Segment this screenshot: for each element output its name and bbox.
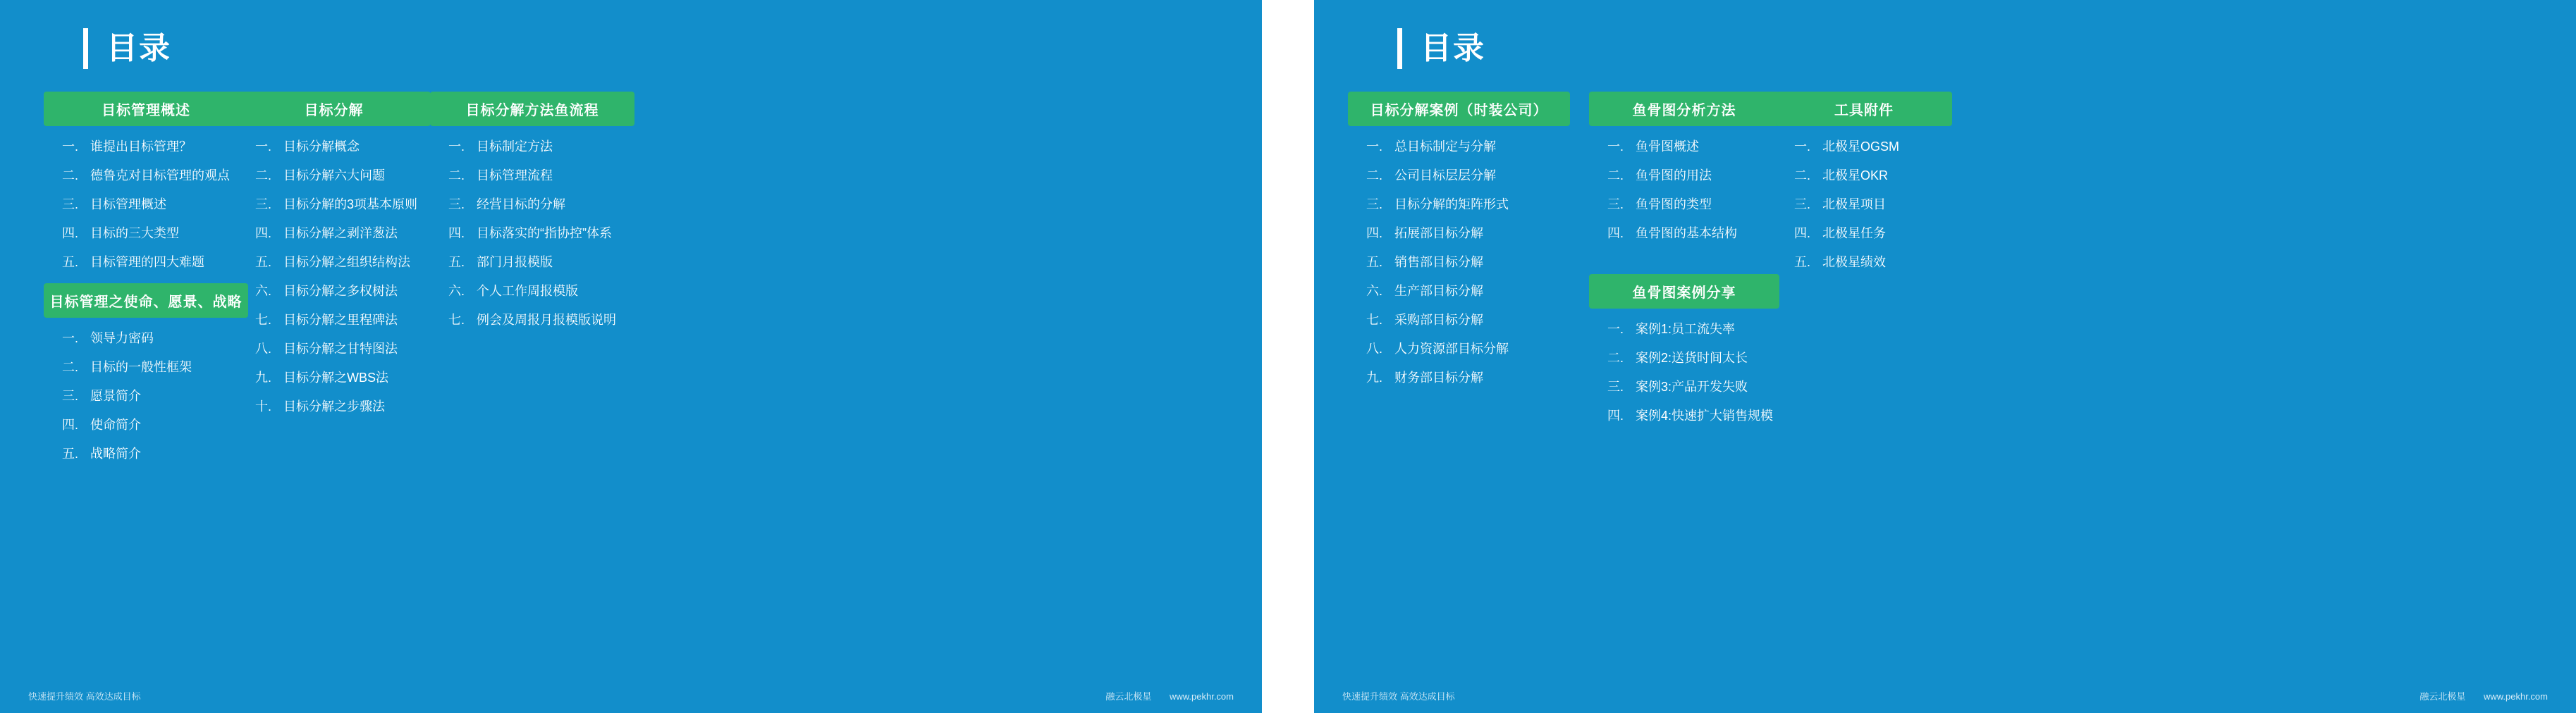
- item-label: 鱼骨图的类型: [1636, 197, 1712, 211]
- group-list: [44, 126, 248, 271]
- item-number: 四.: [62, 226, 79, 240]
- group-mission-vision-strategy: [44, 283, 248, 462]
- item-label: 目标分解的矩阵形式: [1394, 197, 1509, 211]
- group-list: [237, 126, 431, 415]
- item-label: 目标分解概念: [283, 140, 360, 154]
- item-number: 二.: [1794, 168, 1811, 182]
- list-item[interactable]: [1348, 312, 1570, 328]
- item-number: 六.: [448, 284, 465, 298]
- footer-url: www.pekhr.com: [2483, 691, 2548, 702]
- list-item[interactable]: [44, 197, 248, 213]
- item-number: 三.: [62, 389, 79, 403]
- item-label: 目标落实的“指协控”体系: [477, 226, 612, 240]
- list-item[interactable]: [44, 388, 248, 404]
- item-number: 三.: [62, 197, 79, 211]
- title-accent-bar: [83, 28, 88, 69]
- item-number: 八.: [1366, 342, 1383, 356]
- item-number: 五.: [62, 255, 79, 269]
- list-item[interactable]: [44, 254, 248, 271]
- list-item[interactable]: [237, 312, 431, 328]
- list-item[interactable]: [1589, 168, 1779, 184]
- item-number: 三.: [255, 197, 272, 211]
- item-label: 北极星任务: [1822, 226, 1886, 240]
- list-item[interactable]: [44, 417, 248, 433]
- group-decomposition-fish-process: [430, 92, 634, 328]
- item-label: 使命简介: [90, 418, 141, 432]
- content-columns: [0, 92, 1262, 648]
- list-item[interactable]: [1348, 225, 1570, 242]
- list-item[interactable]: [44, 330, 248, 347]
- list-item[interactable]: [430, 312, 634, 328]
- list-item[interactable]: [1348, 168, 1570, 184]
- item-label: 销售部目标分解: [1394, 255, 1483, 269]
- column-1: [44, 92, 248, 475]
- item-label: 目标的一般性框架: [90, 360, 192, 374]
- list-item[interactable]: [430, 139, 634, 155]
- item-label: 愿景简介: [90, 389, 141, 403]
- group-list: [430, 126, 634, 328]
- item-number: 五.: [1366, 255, 1383, 269]
- item-number: 十.: [255, 399, 272, 414]
- item-number: 一.: [1794, 140, 1811, 154]
- list-item[interactable]: [1776, 254, 1952, 271]
- item-label: 采购部目标分解: [1394, 313, 1483, 327]
- item-number: 五.: [62, 447, 79, 461]
- item-number: 六.: [1366, 284, 1383, 298]
- item-label: 鱼骨图概述: [1636, 140, 1699, 154]
- item-number: 二.: [62, 168, 79, 182]
- item-number: 四.: [255, 226, 272, 240]
- item-label: 德鲁克对目标管理的观点: [90, 168, 230, 182]
- list-item[interactable]: [44, 168, 248, 184]
- list-item[interactable]: [237, 254, 431, 271]
- item-number: 一.: [255, 140, 272, 154]
- list-item[interactable]: [237, 370, 431, 386]
- item-label: 人力资源部目标分解: [1394, 342, 1509, 356]
- item-label: 鱼骨图的基本结构: [1636, 226, 1737, 240]
- item-label: 例会及周报月报模版说明: [477, 313, 616, 327]
- item-label: 案例1:员工流失率: [1636, 322, 1736, 336]
- group-list: [44, 318, 248, 462]
- item-number: 八.: [255, 342, 272, 356]
- list-item[interactable]: [1776, 197, 1952, 213]
- group-header: 工具附件: [1776, 92, 1952, 126]
- footer-url: www.pekhr.com: [1169, 691, 1234, 702]
- column-1: [1348, 92, 1570, 399]
- list-item[interactable]: [44, 359, 248, 376]
- list-item[interactable]: [237, 168, 431, 184]
- list-item[interactable]: [430, 225, 634, 242]
- item-label: 案例2:送货时间太长: [1636, 351, 1748, 365]
- item-label: 北极星项目: [1822, 197, 1886, 211]
- list-item[interactable]: [1589, 350, 1779, 366]
- group-goal-management-overview: [44, 92, 248, 271]
- item-label: 目标分解之多权树法: [283, 284, 398, 298]
- item-label: 谁提出目标管理？: [90, 140, 192, 154]
- item-number: 三.: [1366, 197, 1383, 211]
- item-number: 五.: [1794, 255, 1811, 269]
- item-number: 二.: [62, 360, 79, 374]
- item-label: 案例3:产品开发失败: [1636, 380, 1748, 394]
- item-label: 北极星OGSM: [1822, 140, 1900, 154]
- list-item[interactable]: [1348, 254, 1570, 271]
- slide-right: [1314, 0, 2576, 713]
- list-item[interactable]: [430, 283, 634, 299]
- list-item[interactable]: [1589, 197, 1779, 213]
- item-label: 财务部目标分解: [1394, 371, 1483, 385]
- group-list: [1589, 309, 1779, 424]
- item-number: 九.: [255, 371, 272, 385]
- item-number: 四.: [1607, 226, 1624, 240]
- item-label: 目标管理流程: [477, 168, 553, 182]
- title-accent-bar: [1397, 28, 1402, 69]
- slide-footer: [1314, 679, 2576, 713]
- item-number: 二.: [255, 168, 272, 182]
- content-columns: [1314, 92, 2576, 648]
- item-number: 三.: [448, 197, 465, 211]
- list-item[interactable]: [237, 139, 431, 155]
- list-item[interactable]: [1589, 408, 1779, 424]
- item-number: 七.: [1366, 313, 1383, 327]
- item-label: 目标管理的四大难题: [90, 255, 204, 269]
- item-label: 经营目标的分解: [477, 197, 565, 211]
- list-item[interactable]: [1348, 370, 1570, 386]
- group-fishbone-cases: [1589, 274, 1779, 424]
- item-label: 目标分解之WBS法: [283, 371, 389, 385]
- list-item[interactable]: [1776, 139, 1952, 155]
- item-label: 目标的三大类型: [90, 226, 179, 240]
- item-label: 目标分解之里程碑法: [283, 313, 398, 327]
- item-label: 目标分解之步骤法: [283, 399, 385, 414]
- list-item[interactable]: [1589, 225, 1779, 242]
- group-header: 鱼骨图案例分享: [1589, 274, 1779, 309]
- list-item[interactable]: [237, 197, 431, 213]
- list-item[interactable]: [1589, 321, 1779, 337]
- group-goal-decomposition: [237, 92, 431, 415]
- item-number: 一.: [1607, 322, 1624, 336]
- item-number: 一.: [62, 331, 79, 345]
- item-number: 四.: [62, 418, 79, 432]
- item-number: 二.: [1607, 168, 1624, 182]
- group-header: 目标分解方法鱼流程: [430, 92, 634, 126]
- item-number: 三.: [1607, 197, 1624, 211]
- item-number: 一.: [62, 140, 79, 154]
- group-list: [1776, 126, 1952, 271]
- item-number: 七.: [448, 313, 465, 327]
- item-label: 目标分解之剥洋葱法: [283, 226, 398, 240]
- group-header: 鱼骨图分析方法: [1589, 92, 1779, 126]
- item-number: 六.: [255, 284, 272, 298]
- footer-brand: 融云北极星: [2419, 691, 2466, 702]
- column-3: [430, 92, 634, 341]
- list-item[interactable]: [237, 341, 431, 357]
- title-text: 目录: [1421, 31, 1485, 66]
- list-item[interactable]: [1776, 168, 1952, 184]
- item-number: 一.: [1607, 140, 1624, 154]
- item-number: 四.: [448, 226, 465, 240]
- item-number: 二.: [448, 168, 465, 182]
- item-label: 公司目标层层分解: [1394, 168, 1496, 182]
- item-number: 四.: [1366, 226, 1383, 240]
- group-header: 目标管理概述: [44, 92, 248, 126]
- group-header: 目标管理之使命、愿景、战略: [44, 283, 248, 318]
- list-item[interactable]: [1348, 283, 1570, 299]
- item-label: 目标分解之甘特图法: [283, 342, 398, 356]
- page-title: [83, 28, 171, 69]
- list-item[interactable]: [44, 139, 248, 155]
- item-label: 目标制定方法: [477, 140, 553, 154]
- column-spacer: [1589, 254, 1779, 274]
- list-item[interactable]: [1776, 225, 1952, 242]
- item-label: 生产部目标分解: [1394, 284, 1483, 298]
- item-number: 九.: [1366, 371, 1383, 385]
- list-item[interactable]: [1348, 341, 1570, 357]
- list-item[interactable]: [1348, 139, 1570, 155]
- column-3: [1776, 92, 1952, 283]
- list-item[interactable]: [44, 225, 248, 242]
- footer-brand: 融云北极星: [1105, 691, 1152, 702]
- item-label: 北极星绩效: [1822, 255, 1886, 269]
- item-number: 四.: [1794, 226, 1811, 240]
- item-label: 目标分解之组织结构法: [283, 255, 410, 269]
- group-tools-attachments: [1776, 92, 1952, 271]
- list-item[interactable]: [237, 283, 431, 299]
- footer-brand-block: [1105, 689, 1234, 702]
- page-title: [1397, 28, 1485, 69]
- item-number: 七.: [255, 313, 272, 327]
- slide-left: [0, 0, 1262, 713]
- item-number: 一.: [1366, 140, 1383, 154]
- item-label: 个人工作周报模版: [477, 284, 578, 298]
- column-2: [237, 92, 431, 428]
- column-2: [1589, 92, 1779, 437]
- list-item[interactable]: [1348, 197, 1570, 213]
- list-item[interactable]: [430, 168, 634, 184]
- footer-slogan: 快速提升绩效 高效达成目标: [28, 691, 141, 702]
- item-number: 一.: [448, 140, 465, 154]
- item-label: 目标分解六大问题: [283, 168, 385, 182]
- group-list: [1348, 126, 1570, 386]
- footer-slogan: 快速提升绩效 高效达成目标: [1342, 691, 1455, 702]
- item-label: 拓展部目标分解: [1394, 226, 1483, 240]
- item-number: 四.: [1607, 409, 1624, 423]
- item-number: 二.: [1366, 168, 1383, 182]
- item-label: 目标管理概述: [90, 197, 166, 211]
- item-label: 目标分解的3项基本原则: [283, 197, 418, 211]
- list-item[interactable]: [430, 197, 634, 213]
- item-number: 二.: [1607, 351, 1624, 365]
- item-label: 北极星OKR: [1822, 168, 1889, 182]
- footer-brand-block: [2419, 689, 2548, 702]
- item-number: 三.: [1794, 197, 1811, 211]
- group-list: [1589, 126, 1779, 242]
- group-decomposition-case-fashion: [1348, 92, 1570, 386]
- list-item[interactable]: [44, 446, 248, 462]
- item-label: 总目标制定与分解: [1394, 140, 1496, 154]
- item-label: 战略简介: [90, 447, 141, 461]
- group-header: 目标分解: [237, 92, 431, 126]
- list-item[interactable]: [237, 225, 431, 242]
- slide-footer: [0, 679, 1262, 713]
- title-text: 目录: [106, 31, 171, 66]
- item-label: 案例4:快速扩大销售规模: [1636, 409, 1774, 423]
- item-label: 领导力密码: [90, 331, 154, 345]
- list-item[interactable]: [237, 399, 431, 415]
- group-fishbone-analysis: [1589, 92, 1779, 242]
- list-item[interactable]: [1589, 379, 1779, 395]
- list-item[interactable]: [1589, 139, 1779, 155]
- item-number: 三.: [1607, 380, 1624, 394]
- item-label: 部门月报模版: [477, 255, 553, 269]
- list-item[interactable]: [430, 254, 634, 271]
- group-header: 目标分解案例（时装公司）: [1348, 92, 1570, 126]
- item-number: 五.: [448, 255, 465, 269]
- item-number: 五.: [255, 255, 272, 269]
- item-label: 鱼骨图的用法: [1636, 168, 1712, 182]
